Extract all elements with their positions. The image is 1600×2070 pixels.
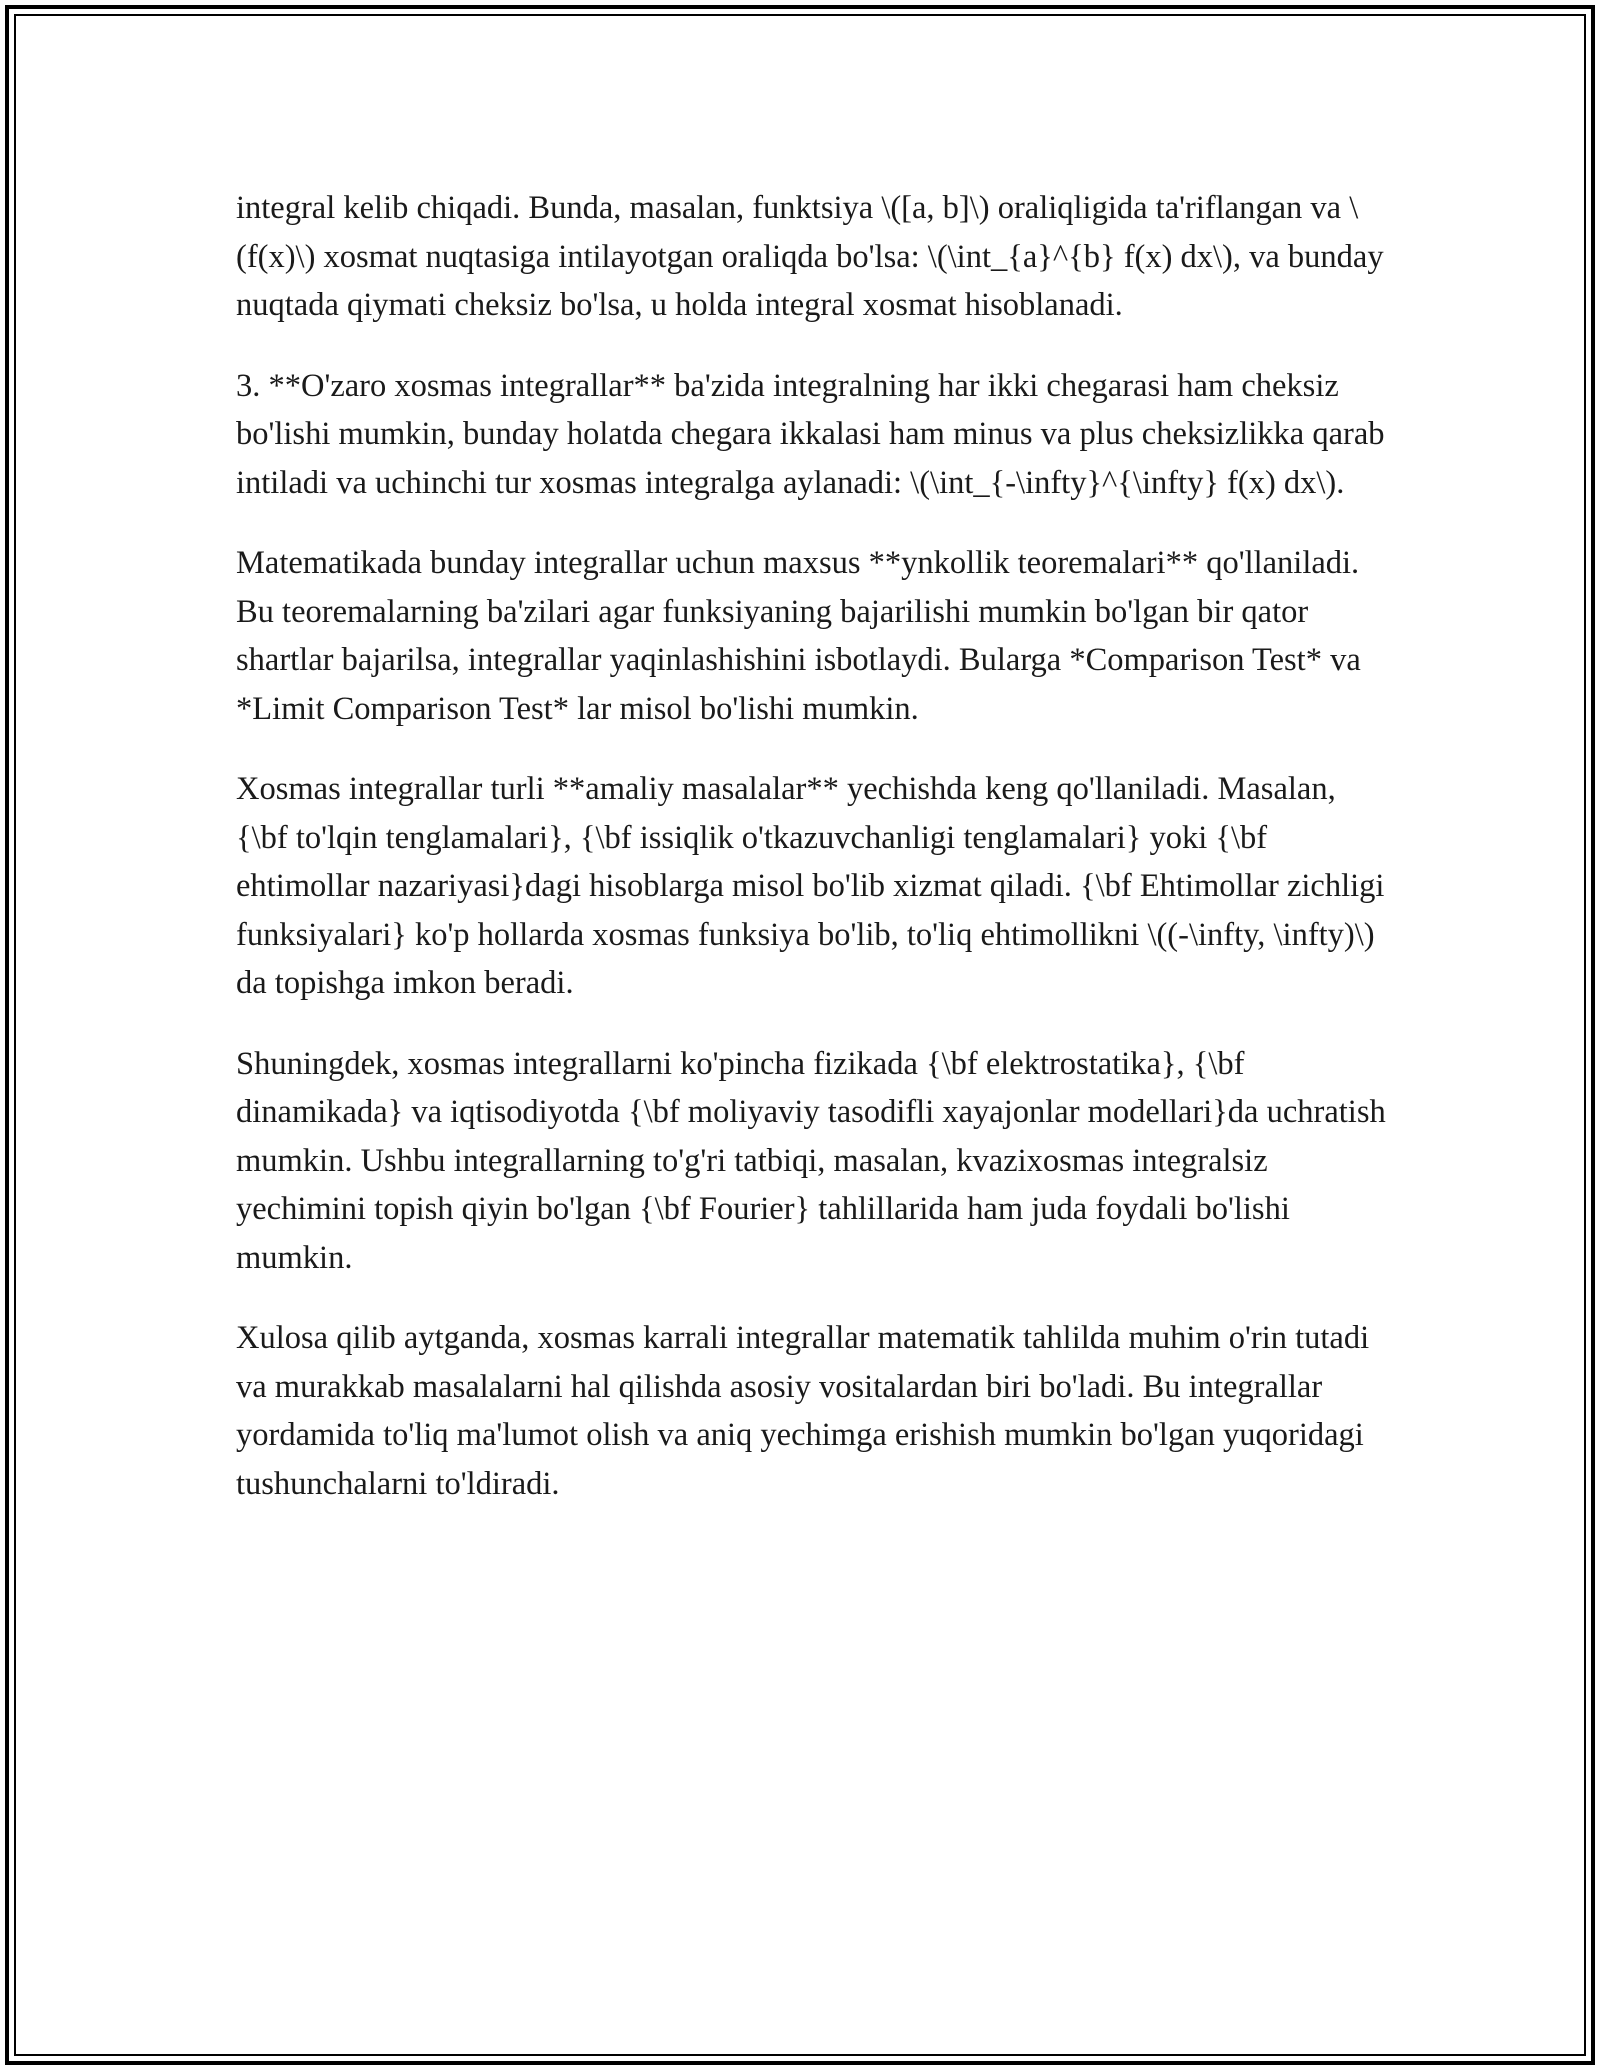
document-body — [236, 184, 1386, 1540]
paragraph-mutual-improper-integrals: 3. **O'zaro xosmas integrallar** ba'zida integralning har ikki chegarasi ham cheksiz bo'lishi mumkin, bunday holatda chegara ikkalasi ham minus va plus cheksizlikka qarab intiladi va uchinchi tur xosmas integralga aylanadi: \(\int_{-\infty}^{\infty} f(x) dx\). — [236, 367, 1385, 501]
paragraph-practical-applications: Xosmas integrallar turli **amaliy masalalar** yechishda keng qo'llaniladi. Masalan, {\bf to'lqin tenglamalari}, {\bf issiqlik o'tkazuvchanligi tenglamalari} yoki {\bf ehtimollar nazariyasi}dagi hisoblarga misol bo'lib xizmat qiladi. {\bf Ehtimollar zichligi funksiyalari} ko'p hollarda xosmas funksiya bo'lib, to'liq ehtimollikni \((-\infty, \infty)\) da topishga imkon beradi. — [236, 771, 1385, 1001]
paragraph-integral-definition: integral kelib chiqadi. Bunda, masalan, funktsiya \([a, b]\) oraliqligida ta'riflangan va \(f(x)\) xosmat nuqtasiga intilayotgan oraliqda bo'lsa: \(\int_{a}^{b} f(x) dx\), va bunday nuqtada qiymati cheksiz bo'lsa, u holda integral xosmat hisoblanadi. — [236, 190, 1384, 323]
paragraph-conclusion: Xulosa qilib aytganda, xosmas karrali integrallar matematik tahlilda muhim o'rin tutadi va murakkab masalalarni hal qilishda asosiy vositalardan biri bo'ladi. Bu integrallar yordamida to'liq ma'lumot olish va aniq yechimga erishish mumkin bo'lgan yuqoridagi tushunchalarni to'ldiradi. — [236, 1320, 1370, 1502]
paragraph-convergence-theorems: Matematikada bunday integrallar uchun maxsus **ynkollik teoremalari** qo'llaniladi. Bu teoremalarning ba'zilari agar funksiyaning bajarilishi mumkin bo'lgan bir qator shartlar bajarilsa, integrallar yaqinlashishini isbotlaydi. Bularga *Comparison Test* va *Limit Comparison Test* lar misol bo'lishi mumkin. — [236, 545, 1361, 727]
paragraph-physics-economics: Shuningdek, xosmas integrallarni ko'pincha fizikada {\bf elektrostatika}, {\bf dinamikada} va iqtisodiyotda {\bf moliyaviy tasodifli xayajonlar modellari}da uchratish mumkin. Ushbu integrallarning to'g'ri tatbiqi, masalan, kvazixosmas integralsiz yechimini topish qiyin bo'lgan {\bf Fourier} tahlillarida ham juda foydali bo'lishi mumkin. — [236, 1045, 1386, 1276]
